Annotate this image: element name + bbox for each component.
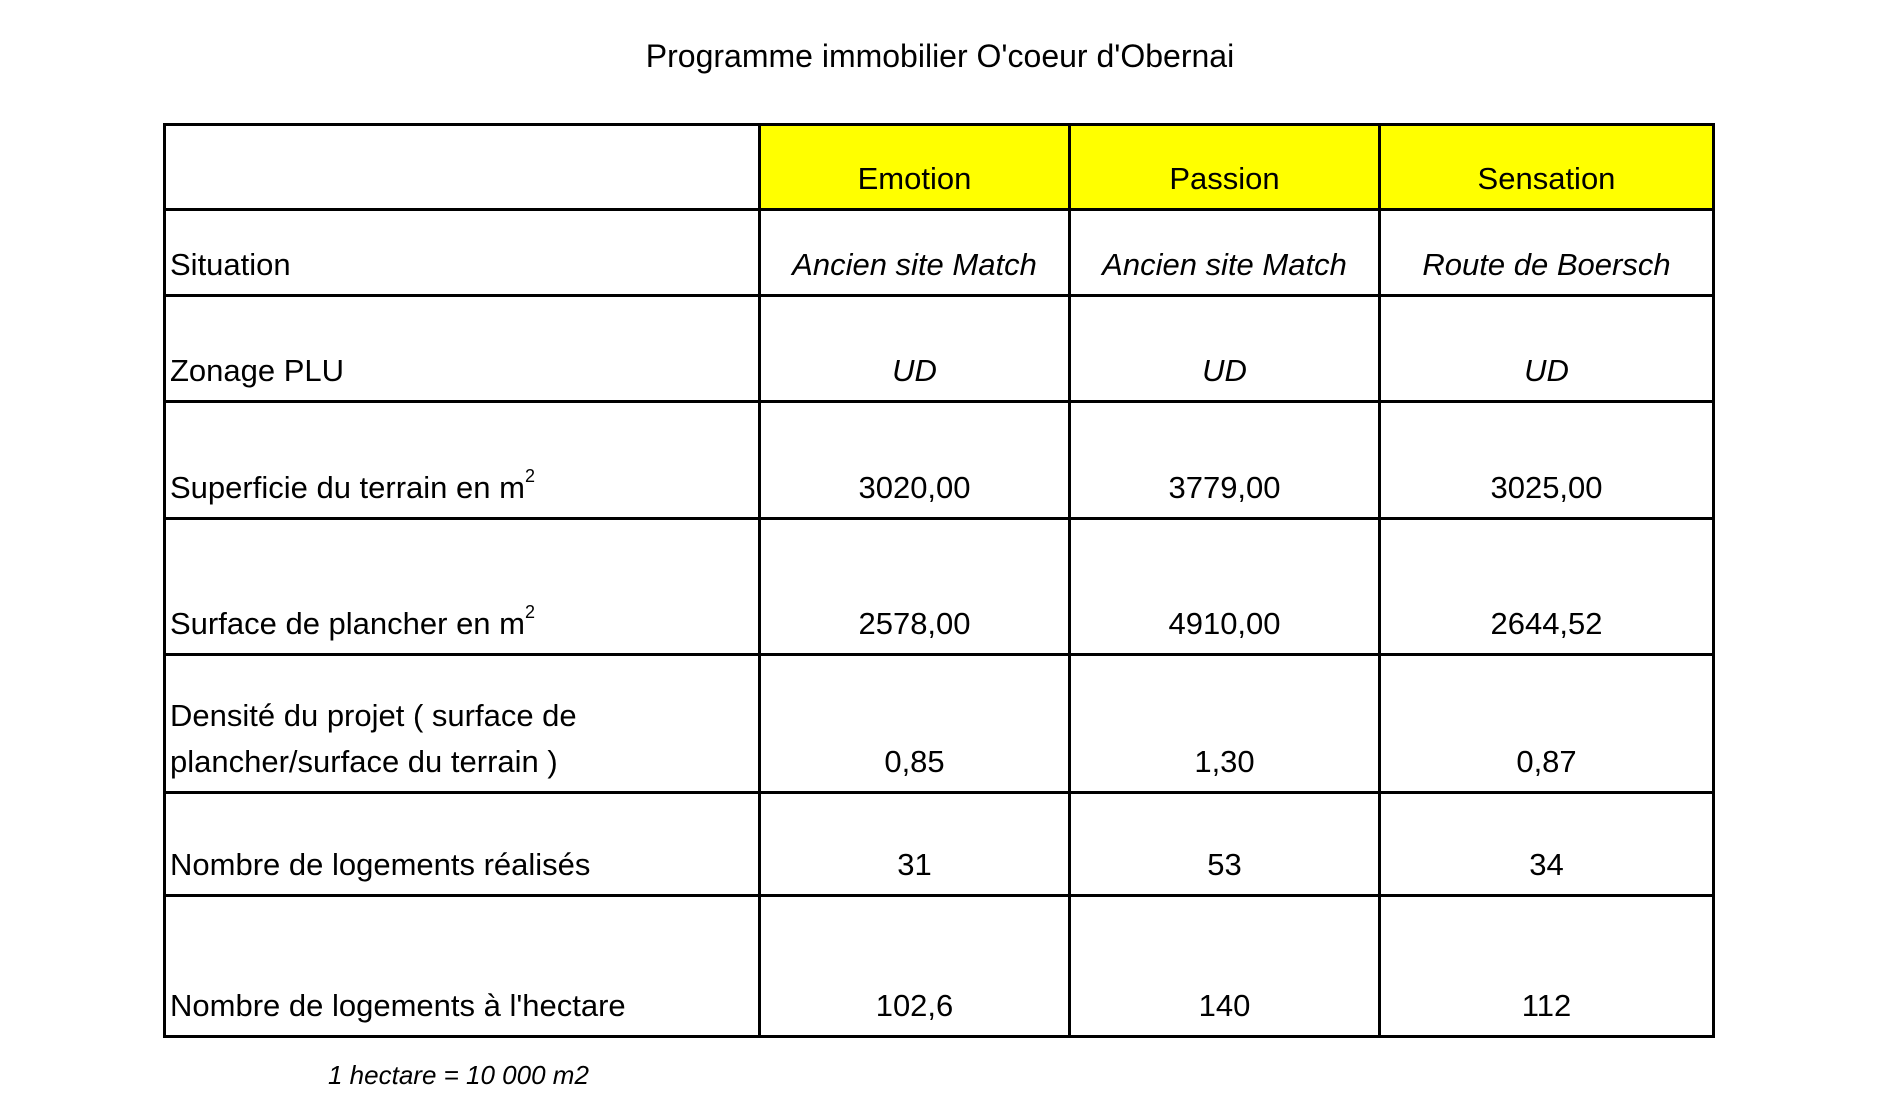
cell-value: 3020,00 bbox=[760, 402, 1070, 519]
row-label-zonage: Zonage PLU bbox=[165, 296, 760, 402]
row-label-surface-plancher bbox=[165, 519, 760, 655]
cell-value: 3025,00 bbox=[1380, 402, 1714, 519]
label-line: plancher/surface du terrain ) bbox=[170, 744, 558, 779]
cell-value: UD bbox=[1070, 296, 1380, 402]
cell-value: Ancien site Match bbox=[760, 210, 1070, 296]
cell-value: 34 bbox=[1380, 793, 1714, 896]
row-label-logements: Nombre de logements réalisés bbox=[165, 793, 760, 896]
cell-value: 140 bbox=[1070, 896, 1380, 1037]
cell-value: 2644,52 bbox=[1380, 519, 1714, 655]
label-line: Densité du projet ( surface de bbox=[170, 698, 577, 733]
row-label-densite bbox=[165, 655, 760, 793]
label-text: Superficie du terrain en m bbox=[170, 470, 525, 505]
table-row bbox=[165, 793, 1714, 896]
table-row bbox=[165, 519, 1714, 655]
row-label-situation: Situation bbox=[165, 210, 760, 296]
column-header-passion: Passion bbox=[1070, 125, 1380, 210]
label-text: Surface de plancher en m bbox=[170, 606, 525, 641]
cell-value: 102,6 bbox=[760, 896, 1070, 1037]
table-row bbox=[165, 210, 1714, 296]
column-header-sensation: Sensation bbox=[1380, 125, 1714, 210]
cell-value: 112 bbox=[1380, 896, 1714, 1037]
cell-value: 0,87 bbox=[1380, 655, 1714, 793]
cell-value: UD bbox=[760, 296, 1070, 402]
table-row bbox=[165, 296, 1714, 402]
footnote: 1 hectare = 10 000 m2 bbox=[328, 1060, 589, 1090]
cell-value: 3779,00 bbox=[1070, 402, 1380, 519]
cell-value: 2578,00 bbox=[760, 519, 1070, 655]
program-table bbox=[163, 123, 1715, 1038]
cell-value: 31 bbox=[760, 793, 1070, 896]
cell-value: 53 bbox=[1070, 793, 1380, 896]
superscript: 2 bbox=[525, 602, 536, 622]
cell-value: Route de Boersch bbox=[1380, 210, 1714, 296]
page-title: Programme immobilier O'coeur d'Obernai bbox=[645, 38, 1235, 74]
superscript: 2 bbox=[524, 466, 535, 486]
table-row bbox=[165, 896, 1714, 1037]
column-header-emotion: Emotion bbox=[760, 125, 1070, 210]
corner-cell bbox=[165, 125, 760, 210]
table-row bbox=[165, 655, 1714, 793]
cell-value: 4910,00 bbox=[1070, 519, 1380, 655]
table-row bbox=[165, 402, 1714, 519]
cell-value: 1,30 bbox=[1070, 655, 1380, 793]
cell-value: UD bbox=[1380, 296, 1714, 402]
cell-value: Ancien site Match bbox=[1070, 210, 1380, 296]
row-label-logements-hectare: Nombre de logements à l'hectare bbox=[165, 896, 760, 1037]
row-label-superficie bbox=[165, 402, 760, 519]
header-row bbox=[165, 125, 1714, 210]
cell-value: 0,85 bbox=[760, 655, 1070, 793]
